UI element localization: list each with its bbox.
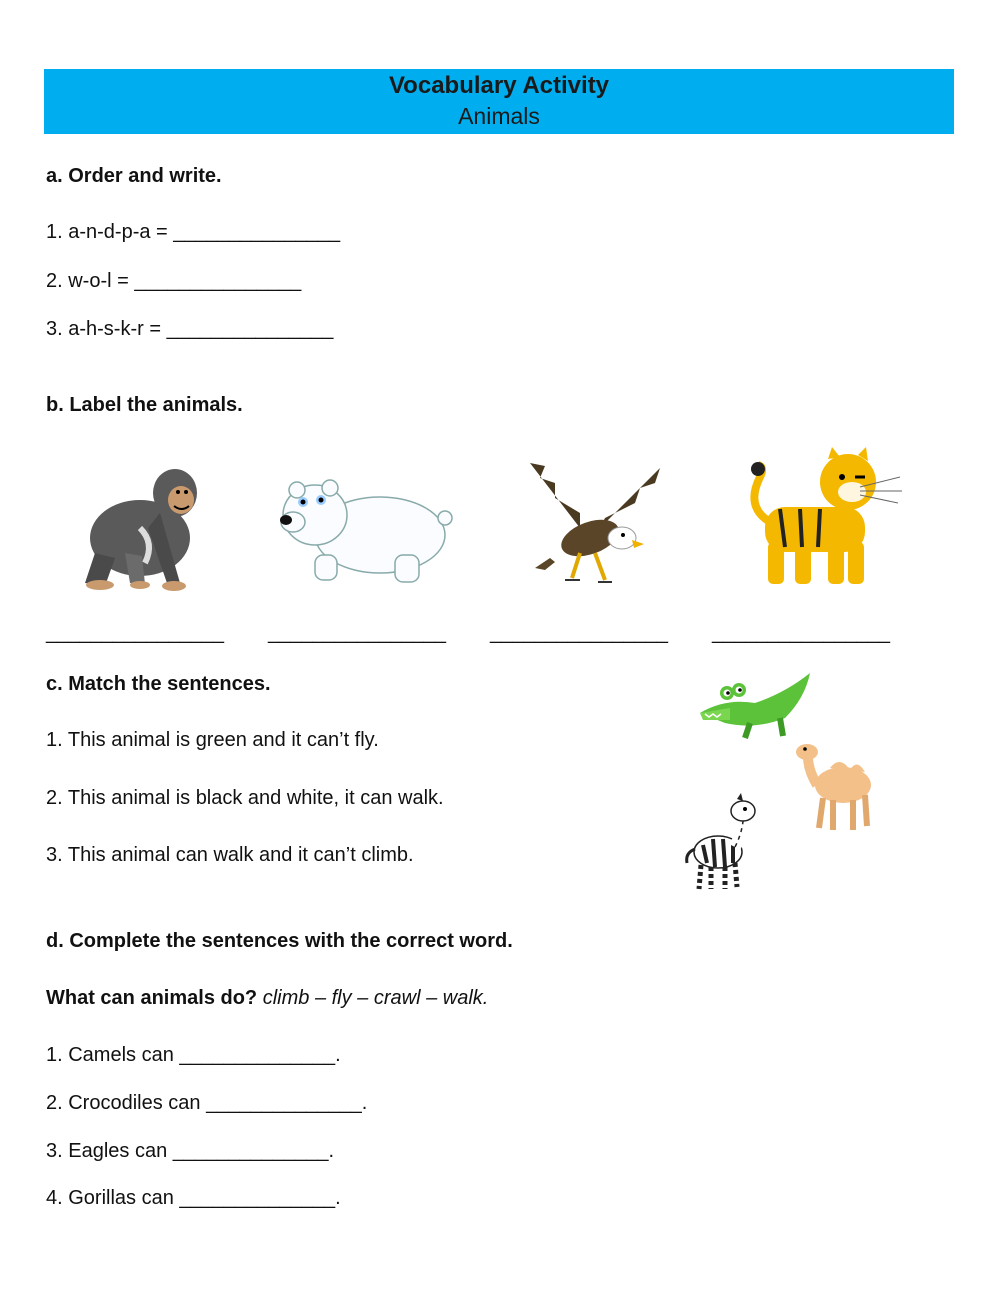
complete-item-1[interactable]: 1. Camels can ______________. (46, 1044, 341, 1066)
gorilla-image (70, 458, 220, 593)
section-c-heading: c. Match the sentences. (46, 673, 271, 695)
word-bank-line (46, 987, 488, 1010)
tiger-image (740, 447, 905, 592)
camel-image[interactable] (795, 740, 875, 835)
label-blank-4[interactable]: ________________ (712, 622, 890, 644)
order-item-3[interactable]: 3. a-h-s-k-r = _______________ (46, 318, 334, 340)
eagle-image (510, 458, 670, 593)
word-bank-question: What can animals do? (46, 987, 258, 1009)
match-sentence-2[interactable]: 2. This animal is black and white, it can walk. (46, 787, 444, 809)
word-bank-options: climb – fly – crawl – walk. (262, 987, 489, 1009)
order-item-1[interactable]: 1. a-n-d-p-a = _______________ (46, 221, 341, 243)
complete-item-3[interactable]: 3. Eagles can ______________. (46, 1140, 335, 1162)
label-blank-3[interactable]: ________________ (490, 622, 668, 644)
match-sentence-1[interactable]: 1. This animal is green and it can’t fly. (46, 729, 379, 751)
label-blank-2[interactable]: ________________ (268, 622, 446, 644)
page-title: Vocabulary Activity (388, 72, 610, 99)
match-sentence-3[interactable]: 3. This animal can walk and it can’t climb. (46, 844, 414, 866)
label-blank-1[interactable]: ________________ (46, 622, 224, 644)
order-item-2[interactable]: 2. w-o-l = _______________ (46, 270, 302, 292)
crocodile-image[interactable] (695, 668, 815, 743)
complete-item-2[interactable]: 2. Crocodiles can ______________. (46, 1092, 368, 1114)
complete-item-4[interactable]: 4. Gorillas can ______________. (46, 1187, 341, 1209)
section-a-heading: a. Order and write. (46, 165, 222, 187)
title-banner (44, 69, 954, 134)
page-subtitle: Animals (458, 103, 540, 129)
zebra-image[interactable] (683, 797, 763, 892)
section-d-heading: d. Complete the sentences with the correct word. (46, 930, 513, 952)
polar-bear-image (275, 470, 455, 590)
section-b-heading: b. Label the animals. (46, 394, 243, 416)
